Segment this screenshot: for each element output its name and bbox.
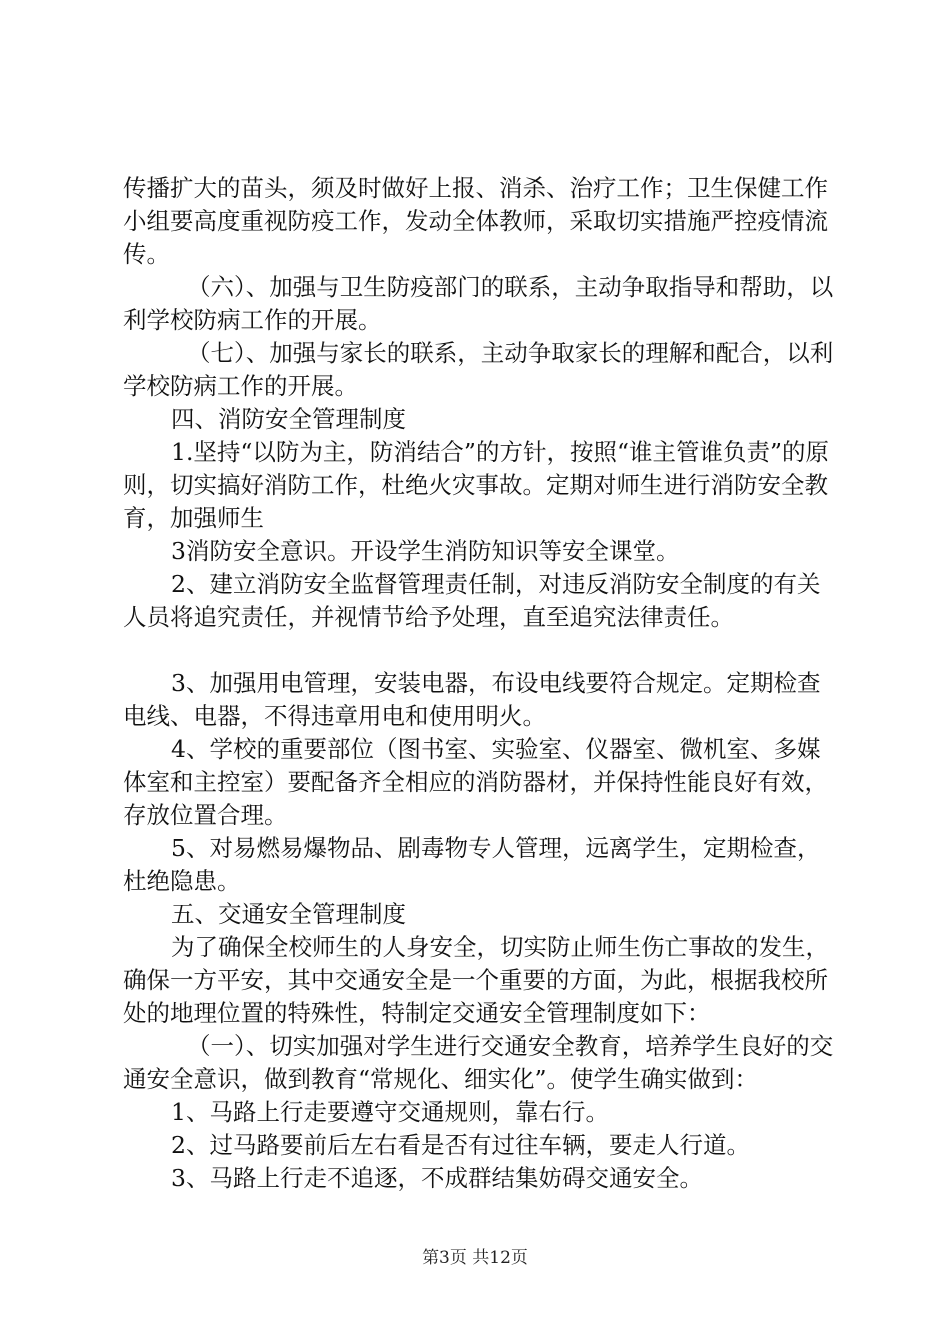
paragraph-fire-3: 3、加强用电管理，安装电器，布设电线要符合规定。定期检查电线、电器，不得违章用电和使用明火。: [123, 669, 821, 730]
paragraph-gap: [123, 634, 843, 667]
paragraph-fire-2: 2、建立消防安全监督管理责任制，对违反消防安全制度的有关人员将追究责任，并视情节给予处理，直至追究法律责任。: [123, 570, 821, 631]
paragraph-traffic-rule-3: 3、马路上行走不追逐，不成群结集妨碍交通安全。: [171, 1164, 703, 1192]
paragraph-fire-awareness: 3消防安全意识。开设学生消防知识等安全课堂。: [171, 537, 680, 565]
paragraph-fire-5: 5、对易燃易爆物品、剧毒物专人管理，远离学生，定期检查，杜绝隐患。: [123, 834, 821, 895]
paragraph-item-seven: （七）、加强与家长的联系，主动争取家长的理解和配合，以利学校防病工作的开展。: [123, 339, 834, 400]
document-body: [123, 172, 843, 1195]
page-number-footer: 第3页 共12页: [422, 1248, 528, 1268]
paragraph-traffic-item-one: （一）、切实加强对学生进行交通安全教育，培养学生良好的交通安全意识，做到教育“常规化、细实化”。使学生确实做到：: [123, 1032, 834, 1093]
paragraph-fire-4: 4、学校的重要部位（图书室、实验室、仪器室、微机室、多媒体室和主控室）要配备齐全相应的消防器材，并保持性能良好有效，存放位置合理。: [123, 735, 828, 829]
paragraph-fire-1: 1.坚持“以防为主，防消结合”的方针，按照“谁主管谁负责”的原则，切实搞好消防工作，杜绝火灾事故。定期对师生进行消防安全教育，加强师生: [123, 438, 829, 532]
paragraph-epidemic-reporting: 传播扩大的苗头，须及时做好上报、消杀、治疗工作；卫生保健工作小组要高度重视防疫工作，发动全体教师，采取切实措施严控疫情流传。: [123, 174, 828, 268]
section-heading-traffic-safety: 五、交通安全管理制度: [171, 900, 406, 928]
paragraph-item-six: （六）、加强与卫生防疫部门的联系，主动争取指导和帮助，以利学校防病工作的开展。: [123, 273, 834, 334]
section-heading-fire-safety: 四、消防安全管理制度: [171, 405, 406, 433]
paragraph-traffic-intro: 为了确保全校师生的人身安全，切实防止师生伤亡事故的发生，确保一方平安，其中交通安全是一个重要的方面，为此，根据我校所处的地理位置的特殊性，特制定交通安全管理制度如下：: [123, 933, 829, 1027]
paragraph-traffic-rule-1: 1、马路上行走要遵守交通规则，靠右行。: [171, 1098, 609, 1126]
paragraph-traffic-rule-2: 2、过马路要前后左右看是否有过往车辆，要走人行道。: [171, 1131, 750, 1159]
